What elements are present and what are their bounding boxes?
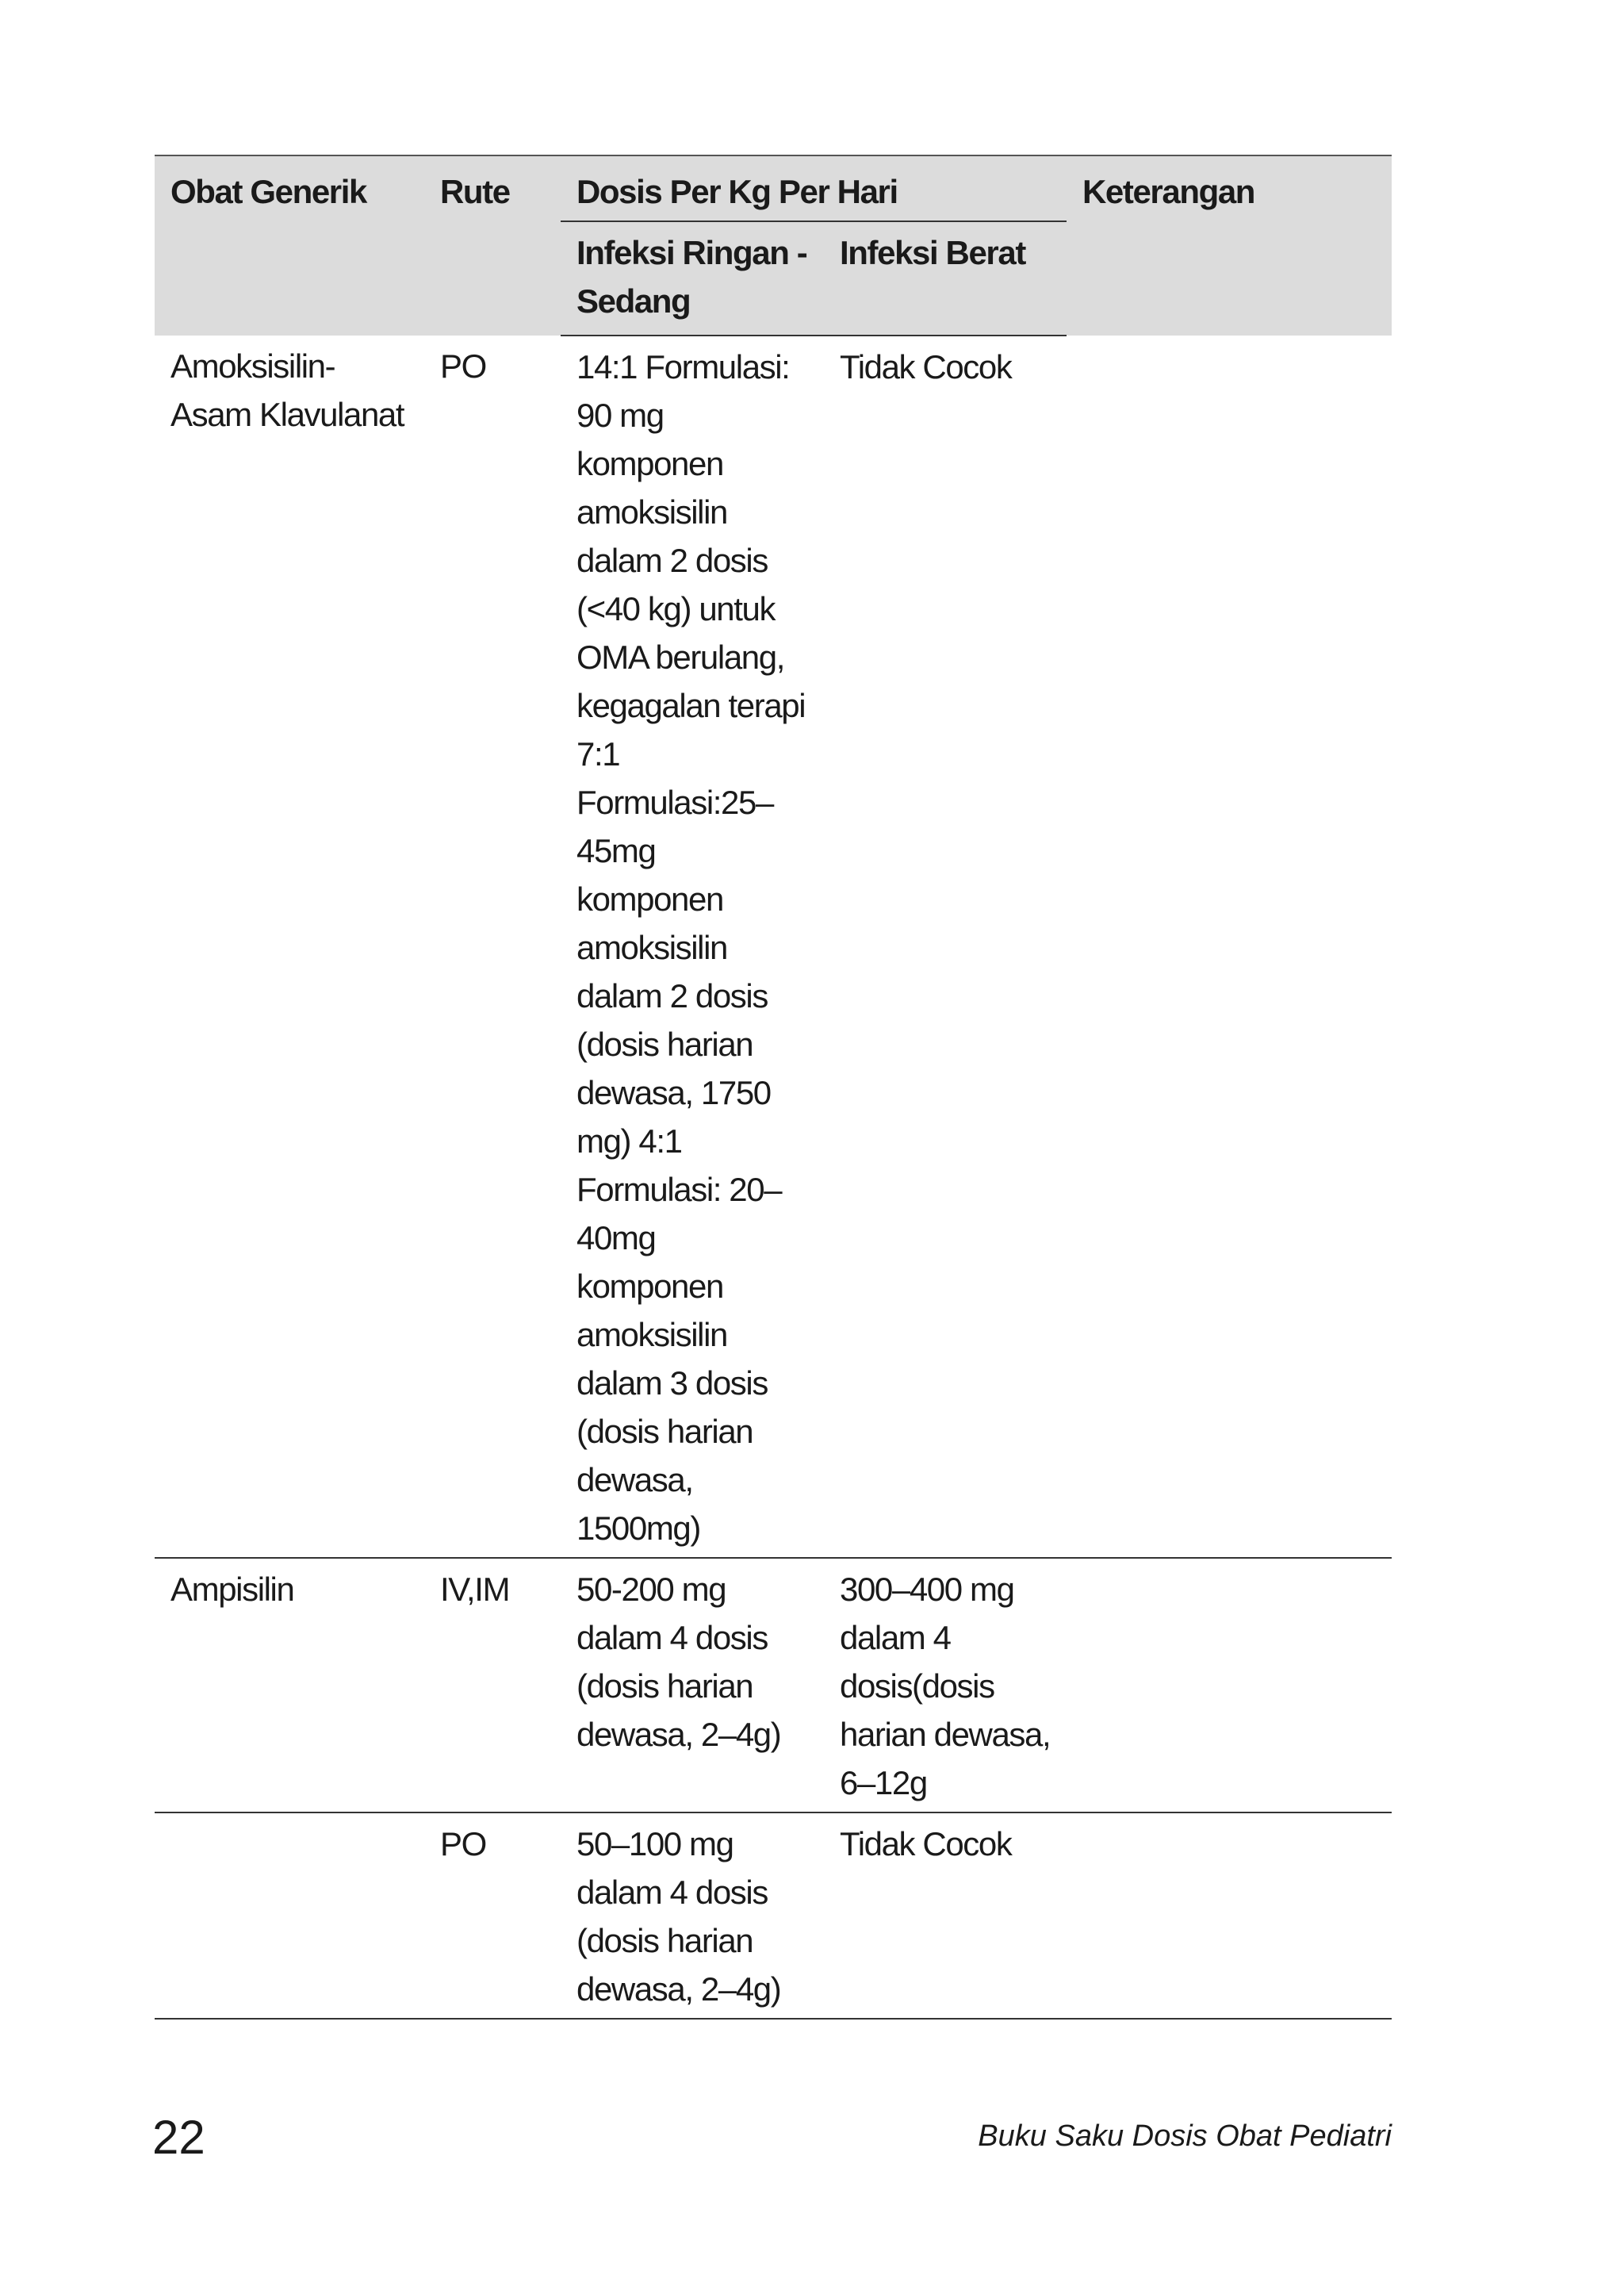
cell-rute: PO [440, 347, 486, 385]
cell-infeksi-ringan: 50–100 mg dalam 4 dosis (dosis harian dewasa, 2–4g) [576, 1825, 781, 2008]
cell-rute: IV,IM [440, 1571, 510, 1608]
table-row [155, 336, 1392, 1558]
header-dosis-group: Dosis Per Kg Per Hari [561, 155, 1067, 222]
header-infeksi-berat: Infeksi Berat [824, 222, 1067, 336]
cell-infeksi-berat: Tidak Cocok [840, 348, 1012, 386]
header-obat-generik: Obat Generik [155, 155, 424, 336]
cell-obat: Amoksisilin-Asam Klavulanat [170, 347, 404, 433]
table-header [155, 155, 1392, 336]
table-body [155, 336, 1392, 2019]
header-row-1 [155, 155, 1392, 222]
header-infeksi-ringan: Infeksi Ringan - Sedang [561, 222, 824, 336]
dosage-table [155, 155, 1392, 2020]
table-row [155, 1812, 1392, 2019]
page-number: 22 [152, 2111, 205, 2164]
cell-obat [155, 1812, 424, 2019]
cell-keterangan [1067, 1558, 1392, 1812]
cell-infeksi-ringan: 14:1 Formulasi: 90 mg komponen amoksisilin dalam 2 dosis (<40 kg) untuk OMA berulang, kegagalan terapi 7:1 Formulasi:25–45mg komponen amoksisilin dalam 2 dosis (dosis harian dewasa, 1750 mg) 4:1 Formulasi: 20–40mg komponen amoksisilin dalam 3 dosis (dosis harian dewasa, 1500mg) [576, 348, 806, 1547]
cell-obat: Ampisilin [170, 1571, 294, 1608]
cell-infeksi-ringan: 50-200 mg dalam 4 dosis (dosis harian dewasa, 2–4g) [576, 1571, 781, 1753]
table-row [155, 1558, 1392, 1812]
cell-keterangan [1067, 336, 1392, 1558]
cell-infeksi-berat: Tidak Cocok [840, 1825, 1012, 1862]
header-rute: Rute [424, 155, 561, 336]
running-title: Buku Saku Dosis Obat Pediatri [978, 2119, 1392, 2153]
cell-rute: PO [440, 1825, 486, 1862]
header-keterangan: Keterangan [1067, 155, 1392, 336]
cell-keterangan [1067, 1812, 1392, 2019]
cell-infeksi-berat: 300–400 mg dalam 4 dosis(dosis harian dewasa, 6–12g [840, 1571, 1051, 1801]
